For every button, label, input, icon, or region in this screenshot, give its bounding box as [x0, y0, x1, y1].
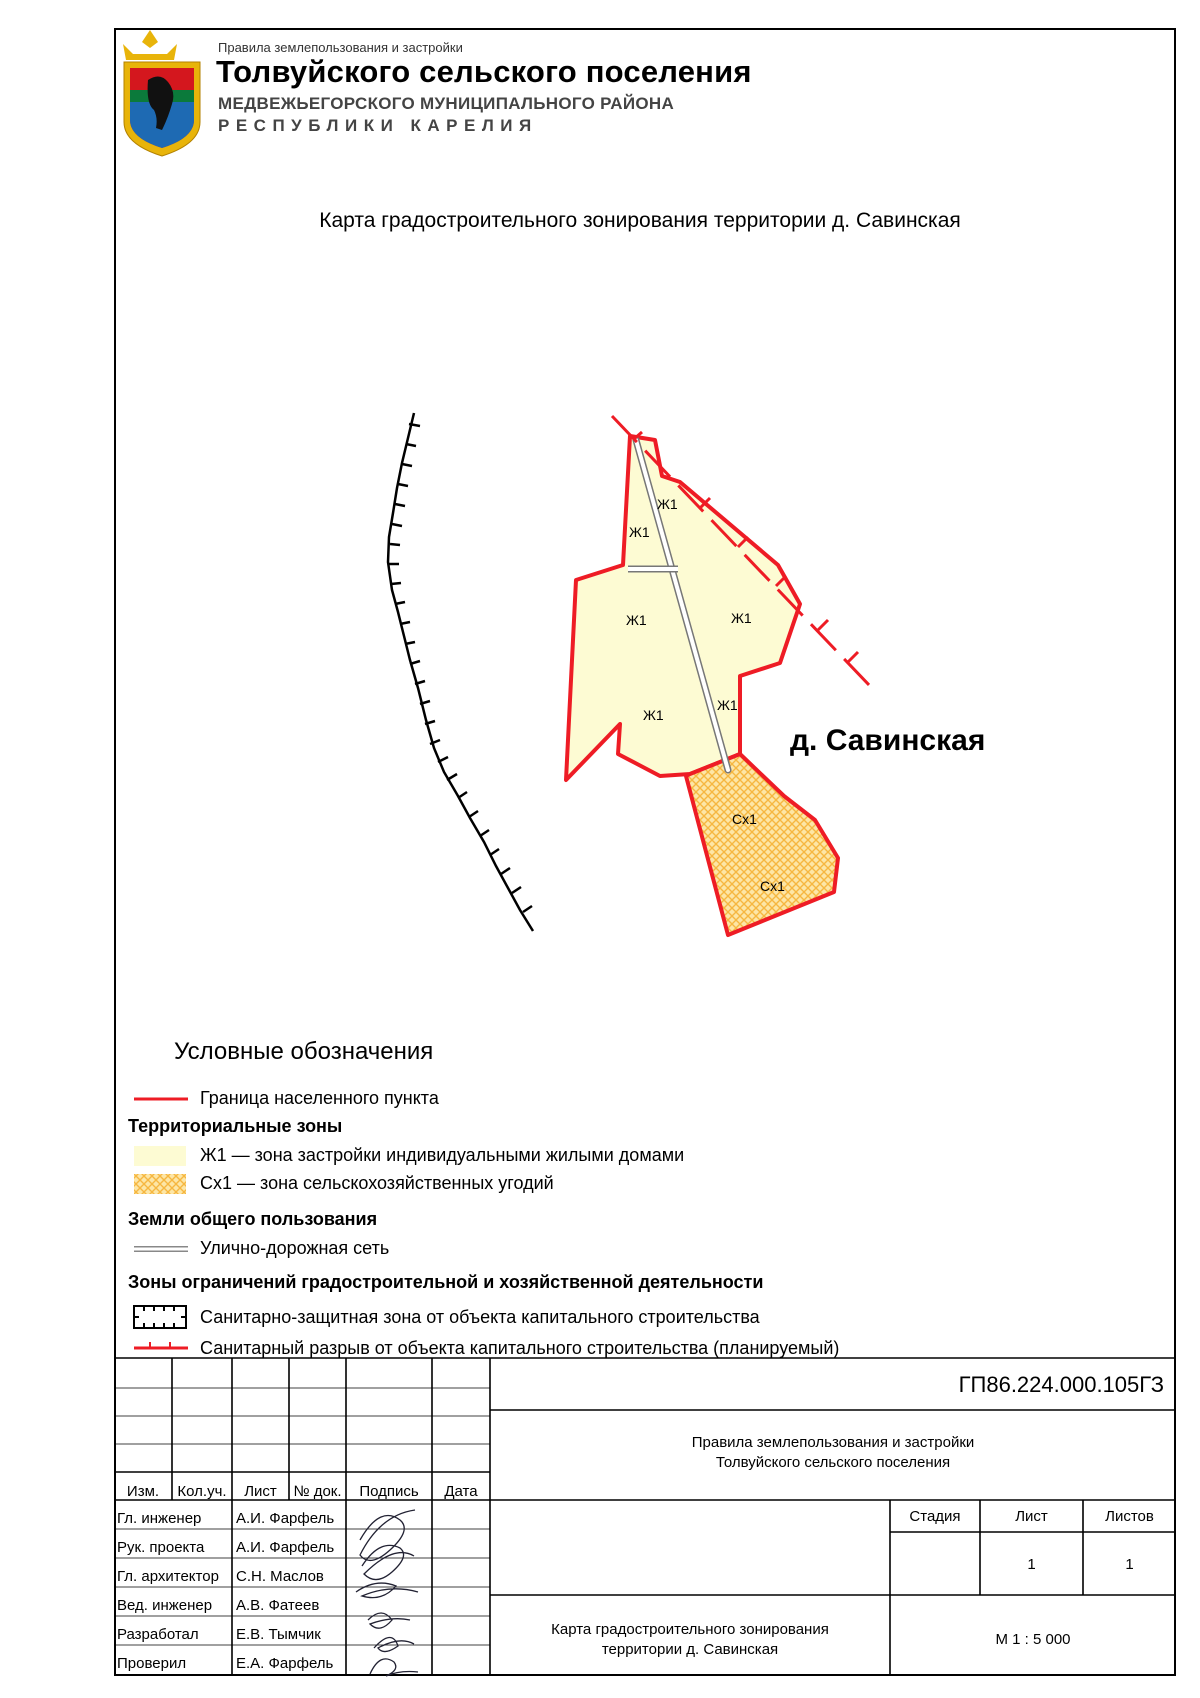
settlement-name: д. Савинская — [790, 724, 986, 757]
project-line1: Правила землепользования и застройки — [691, 1434, 975, 1451]
person-name: Е.В. Тымчик — [236, 1626, 321, 1643]
col-list: Лист — [244, 1483, 277, 1500]
legend-title: Условные обозначения — [174, 1038, 434, 1065]
header-line1: Правила землепользования и застройки — [218, 40, 463, 55]
zone-label: Сх1 — [732, 811, 757, 827]
map-title: Карта градостроительного зонирования территории д. Савинская — [319, 209, 961, 232]
legend-sx1-swatch — [134, 1174, 186, 1194]
person-name: А.И. Фарфель — [236, 1539, 335, 1556]
sanitary-protection-zone-line — [388, 413, 533, 931]
signatures — [356, 1510, 418, 1676]
zone-label: Ж1 — [657, 496, 678, 512]
role-label: Проверил — [117, 1655, 187, 1672]
sheet-title-line1: Карта градостроительного зонирования — [551, 1621, 829, 1638]
legend-public-heading: Земли общего пользования — [128, 1209, 378, 1229]
legend-zh1-swatch — [134, 1146, 186, 1166]
zone-label: Ж1 — [629, 524, 650, 540]
person-name: С.Н. Маслов — [236, 1568, 324, 1585]
role-label: Вед. инженер — [117, 1597, 213, 1614]
legend-sanitary-zone-symbol — [134, 1306, 186, 1328]
project-line2: Толвуйского сельского поселения — [715, 1454, 951, 1471]
legend-boundary-label: Граница населенного пункта — [200, 1088, 439, 1108]
karelia-coat-of-arms-icon — [123, 30, 200, 156]
role-label: Разработал — [117, 1626, 199, 1643]
role-label: Гл. инженер — [117, 1510, 202, 1527]
person-name: А.В. Фатеев — [236, 1597, 320, 1614]
map-scale: М 1 : 5 000 — [995, 1631, 1071, 1648]
legend-roads-label: Улично-дорожная сеть — [200, 1238, 390, 1258]
zone-label: Ж1 — [643, 707, 664, 723]
col-signature: Подпись — [359, 1483, 419, 1500]
zone-label: Ж1 — [626, 612, 647, 628]
stage-label: Стадия — [909, 1508, 961, 1525]
document-code: ГП86.224.000.105ГЗ — [958, 1372, 1164, 1397]
role-label: Гл. архитектор — [117, 1568, 219, 1585]
sheets-label: Листов — [1105, 1508, 1154, 1525]
zone-label: Сх1 — [760, 878, 785, 894]
legend-sanitary-gap-label: Санитарный разрыв от объекта капитального строительства (планируемый) — [200, 1338, 840, 1358]
col-doc-no: № док. — [293, 1483, 342, 1500]
zone-label: Ж1 — [731, 610, 752, 626]
legend-sanitary-zone-label: Санитарно-защитная зона от объекта капитального строительства — [200, 1307, 760, 1327]
header-republic: РЕСПУБЛИКИ КАРЕЛИЯ — [218, 116, 538, 135]
col-izm: Изм. — [126, 1483, 160, 1500]
person-name: А.И. Фарфель — [236, 1510, 335, 1527]
header-settlement: Толвуйского сельского поселения — [216, 54, 752, 89]
col-date: Дата — [444, 1483, 478, 1500]
legend-sanitary-gap-symbol — [134, 1342, 188, 1348]
legend-zones-heading: Территориальные зоны — [128, 1116, 343, 1136]
legend-sx1-label: Сх1 — зона сельскохозяйственных угодий — [200, 1173, 554, 1193]
role-label: Рук. проекта — [117, 1539, 205, 1556]
sheet-label: Лист — [1015, 1508, 1048, 1525]
legend-restrictions-heading: Зоны ограничений градостроительной и хозяйственной деятельности — [128, 1272, 764, 1292]
sheet-title-line2: территории д. Савинская — [601, 1641, 779, 1658]
header-district: МЕДВЕЖЬЕГОРСКОГО МУНИЦИПАЛЬНОГО РАЙОНА — [218, 94, 675, 113]
sheet-value: 1 — [1027, 1556, 1036, 1573]
legend-zh1-label: Ж1 — зона застройки индивидуальными жилыми домами — [200, 1145, 685, 1165]
col-kol-uch: Кол.уч. — [177, 1483, 227, 1500]
zone-sx1-area — [686, 754, 838, 935]
person-name: Е.А. Фарфель — [236, 1655, 334, 1672]
sheets-value: 1 — [1125, 1556, 1134, 1573]
zone-label: Ж1 — [717, 697, 738, 713]
